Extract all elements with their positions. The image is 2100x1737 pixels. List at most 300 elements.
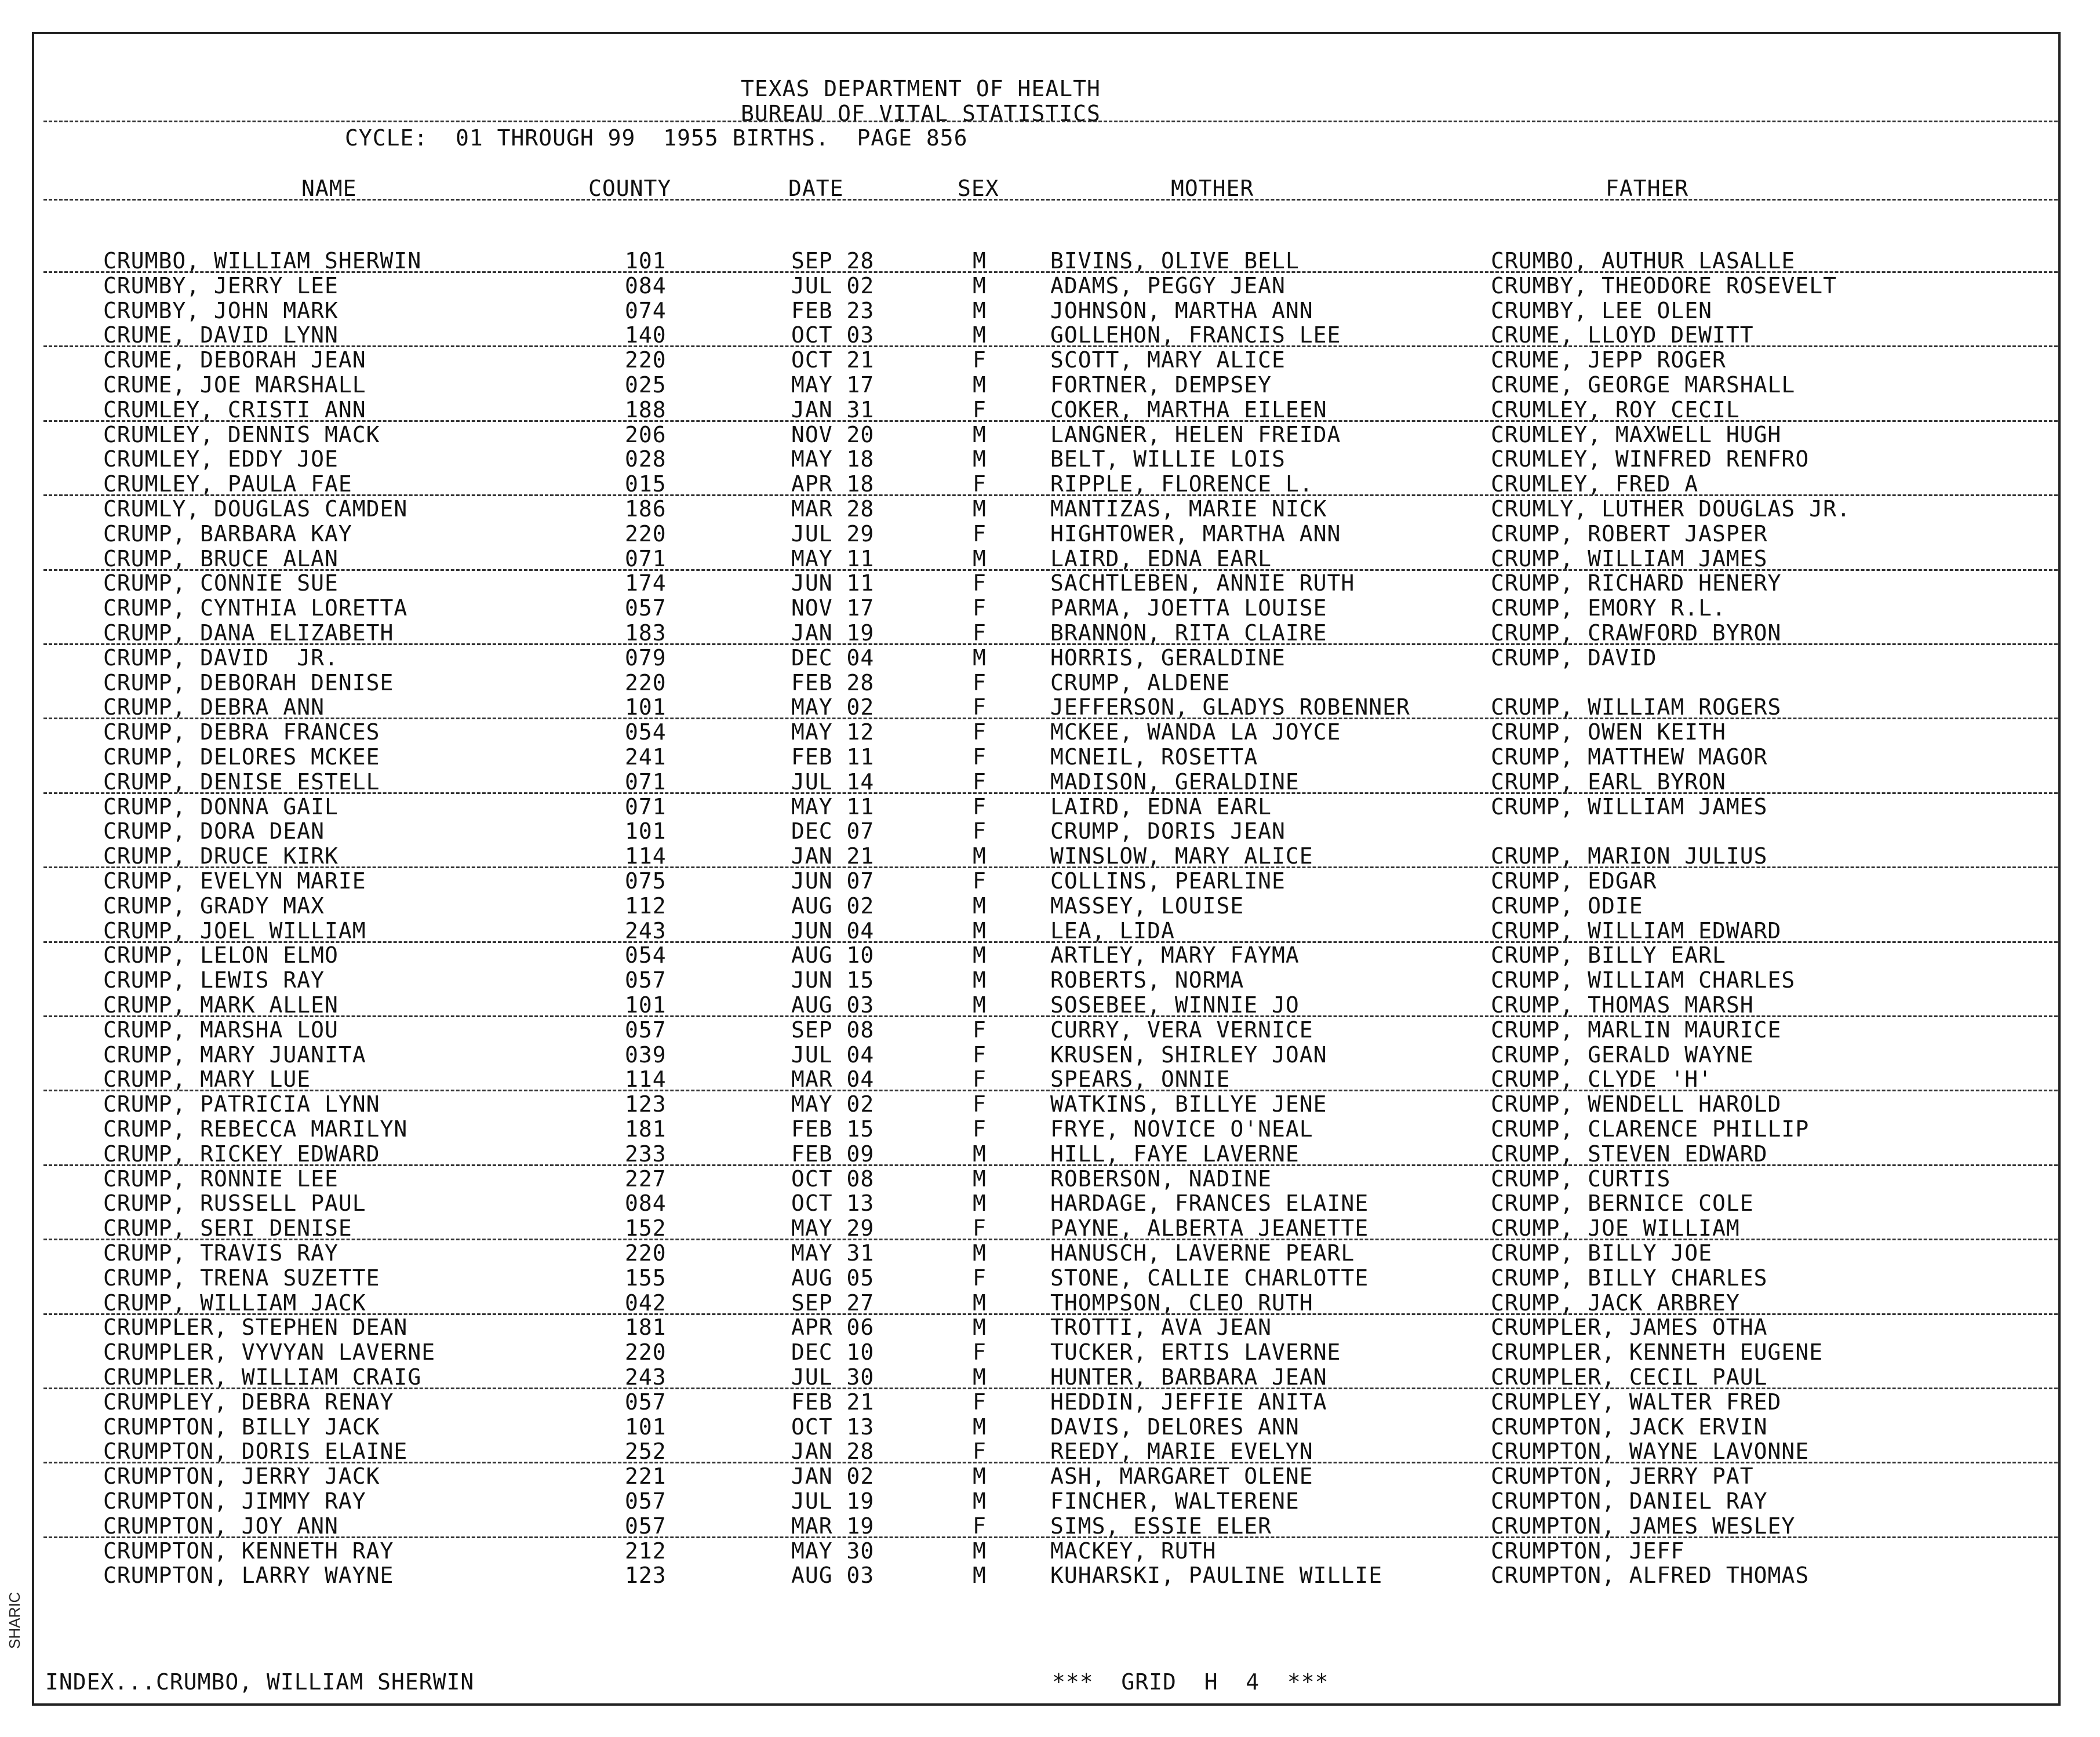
cell-name: CRUMPTON, DORIS ELAINE [103,1439,408,1465]
cell-date: OCT 13 [791,1190,875,1217]
cell-name: CRUMP, BARBARA KAY [103,520,352,547]
cell-mother: KRUSEN, SHIRLEY JOAN [1050,1042,1327,1068]
cell-father: CRUMP, EMORY R.L. [1491,595,1726,621]
cell-date: MAY 11 [791,793,875,820]
cell-father: CRUMP, ROBERT JASPER [1491,520,1768,547]
cell-name: CRUMBO, WILLIAM SHERWIN [103,248,422,274]
cell-father: CRUMLEY, ROY CECIL [1491,396,1740,423]
cell-county: 114 [625,843,667,869]
cell-father: CRUMPLEY, WALTER FRED [1491,1389,1782,1415]
cell-sex: F [973,396,987,423]
cell-county: 241 [625,744,667,770]
cell-name: CRUMPTON, KENNETH RAY [103,1538,394,1564]
cell-name: CRUMPLER, VYVYAN LAVERNE [103,1339,436,1365]
cell-mother: DAVIS, DELORES ANN [1050,1414,1300,1440]
cell-date: JUN 15 [791,967,875,993]
cell-county: 220 [625,1240,667,1266]
cell-mother: FINCHER, WALTERENE [1050,1488,1300,1514]
cell-sex: F [973,1091,987,1117]
cell-father: CRUMP, BERNICE COLE [1491,1190,1754,1217]
cell-father: CRUMPTON, JEFF [1491,1538,1685,1564]
cell-county: 057 [625,1488,667,1514]
cell-sex: M [973,843,987,869]
cell-date: OCT 03 [791,322,875,348]
cell-father: CRUMP, BILLY JOE [1491,1240,1713,1266]
cell-sex: M [973,421,987,447]
cell-county: 112 [625,893,667,919]
cell-mother: HILL, FAYE LAVERNE [1050,1141,1300,1167]
cell-name: CRUMPLER, STEPHEN DEAN [103,1314,408,1341]
cell-name: CRUMPLEY, DEBRA RENAY [103,1389,394,1415]
cell-name: CRUMP, LELON ELMO [103,942,339,968]
cell-father: CRUMPTON, JERRY PAT [1491,1463,1754,1490]
cell-name: CRUMLEY, DENNIS MACK [103,421,380,447]
cell-date: FEB 23 [791,297,875,323]
cell-county: 181 [625,1314,667,1341]
cell-father: CRUME, GEORGE MARSHALL [1491,372,1796,398]
cell-county: 243 [625,1364,667,1390]
cell-name: CRUMP, CONNIE SUE [103,570,339,596]
cell-mother: SIMS, ESSIE ELER [1050,1513,1272,1539]
col-header-father: FATHER [1606,176,1689,201]
cell-name: CRUMP, DAVID JR. [103,644,339,671]
cell-date: OCT 08 [791,1166,875,1192]
cell-date: SEP 28 [791,248,875,274]
cell-mother: BIVINS, OLIVE BELL [1050,248,1300,274]
col-header-date: DATE [788,176,844,201]
cell-sex: F [973,595,987,621]
cell-sex: M [973,942,987,968]
cell-mother: TUCKER, ERTIS LAVERNE [1050,1339,1341,1365]
cell-county: 186 [625,496,667,522]
cell-mother: MCKEE, WANDA LA JOYCE [1050,719,1341,745]
cell-sex: F [973,1042,987,1068]
cell-county: 071 [625,769,667,795]
cell-name: CRUMLY, DOUGLAS CAMDEN [103,496,408,522]
cell-county: 220 [625,669,667,695]
cell-name: CRUMP, MARY LUE [103,1066,311,1093]
cell-father: CRUMP, GERALD WAYNE [1491,1042,1754,1068]
cell-county: 152 [625,1215,667,1241]
cell-name: CRUMP, MARK ALLEN [103,992,339,1018]
cell-father: CRUMLEY, WINFRED RENFRO [1491,446,1810,472]
cell-father: CRUMP, STEVEN EDWARD [1491,1141,1768,1167]
cell-sex: M [973,272,987,298]
footer-index: INDEX...CRUMBO, WILLIAM SHERWIN [45,1669,475,1695]
cell-mother: COKER, MARTHA EILEEN [1050,396,1327,423]
cell-date: OCT 13 [791,1414,875,1440]
cell-county: 220 [625,520,667,547]
cell-date: AUG 03 [791,1563,875,1589]
cell-sex: F [973,570,987,596]
cell-mother: COLLINS, PEARLINE [1050,868,1286,894]
cell-county: 074 [625,297,667,323]
col-header-mother: MOTHER [1171,176,1254,201]
cell-sex: F [973,669,987,695]
cell-father: CRUMPLER, CECIL PAUL [1491,1364,1768,1390]
cell-name: CRUMP, SERI DENISE [103,1215,352,1241]
cell-sex: M [973,322,987,348]
cell-name: CRUMP, EVELYN MARIE [103,868,366,894]
cell-date: FEB 28 [791,669,875,695]
cell-date: JUL 30 [791,1364,875,1390]
cell-name: CRUMLEY, CRISTI ANN [103,396,366,423]
cell-sex: M [973,1364,987,1390]
cell-sex: F [973,1339,987,1365]
cell-date: JUL 19 [791,1488,875,1514]
cell-name: CRUMP, DELORES MCKEE [103,744,380,770]
cell-county: 221 [625,1463,667,1490]
cell-mother: HORRIS, GERALDINE [1050,644,1286,671]
cell-mother: ARTLEY, MARY FAYMA [1050,942,1300,968]
cell-name: CRUME, DEBORAH JEAN [103,347,366,373]
cell-mother: PAYNE, ALBERTA JEANETTE [1050,1215,1369,1241]
cell-name: CRUME, DAVID LYNN [103,322,339,348]
cell-father: CRUMP, MARLIN MAURICE [1491,1017,1782,1043]
cell-mother: HARDAGE, FRANCES ELAINE [1050,1190,1369,1217]
cell-county: 101 [625,818,667,844]
cell-mother: RIPPLE, FLORENCE L. [1050,471,1313,497]
cell-name: CRUMLEY, EDDY JOE [103,446,339,472]
cell-name: CRUMP, DANA ELIZABETH [103,620,394,646]
cell-date: MAY 17 [791,372,875,398]
cycle-line: CYCLE: 01 THROUGH 99 1955 BIRTHS. PAGE 856 [345,125,968,151]
cell-date: MAR 19 [791,1513,875,1539]
cell-date: MAY 30 [791,1538,875,1564]
cell-name: CRUMBY, JERRY LEE [103,272,339,298]
cell-date: MAY 29 [791,1215,875,1241]
cell-mother: HIGHTOWER, MARTHA ANN [1050,520,1341,547]
cell-mother: FRYE, NOVICE O'NEAL [1050,1116,1313,1142]
cell-date: JUL 14 [791,769,875,795]
cell-mother: JEFFERSON, GLADYS ROBENNER [1050,694,1410,720]
cell-county: 054 [625,719,667,745]
cell-sex: F [973,1017,987,1043]
cell-sex: F [973,1066,987,1093]
cell-sex: F [973,471,987,497]
cell-mother: CRUMP, DORIS JEAN [1050,818,1286,844]
cell-date: FEB 09 [791,1141,875,1167]
cell-county: 042 [625,1290,667,1316]
cell-sex: M [973,297,987,323]
cell-date: JAN 19 [791,620,875,646]
cell-county: 057 [625,1513,667,1539]
cell-county: 220 [625,1339,667,1365]
cell-name: CRUMP, JOEL WILLIAM [103,917,366,944]
cell-county: 057 [625,595,667,621]
cell-sex: F [973,744,987,770]
cell-mother: ADAMS, PEGGY JEAN [1050,272,1286,298]
cell-sex: M [973,1563,987,1589]
cell-father: CRUMP, CURTIS [1491,1166,1671,1192]
cell-mother: GOLLEHON, FRANCIS LEE [1050,322,1341,348]
cell-county: 155 [625,1265,667,1291]
cell-county: 084 [625,272,667,298]
cell-date: OCT 21 [791,347,875,373]
cell-name: CRUMP, REBECCA MARILYN [103,1116,408,1142]
cell-name: CRUMPTON, JOY ANN [103,1513,339,1539]
cell-father: CRUMPTON, JACK ERVIN [1491,1414,1768,1440]
cell-mother: HUNTER, BARBARA JEAN [1050,1364,1327,1390]
cell-father: CRUMP, BILLY EARL [1491,942,1726,968]
cell-father: CRUMP, CLARENCE PHILLIP [1491,1116,1810,1142]
cell-name: CRUMP, GRADY MAX [103,893,325,919]
cell-date: JUN 11 [791,570,875,596]
cell-date: MAY 31 [791,1240,875,1266]
cell-date: AUG 03 [791,992,875,1018]
cell-date: JUN 07 [791,868,875,894]
cell-mother: SCOTT, MARY ALICE [1050,347,1286,373]
cell-mother: MANTIZAS, MARIE NICK [1050,496,1327,522]
cell-date: JAN 28 [791,1439,875,1465]
cell-name: CRUMP, PATRICIA LYNN [103,1091,380,1117]
cell-name: CRUMP, RICKEY EDWARD [103,1141,380,1167]
cell-father: CRUMLEY, MAXWELL HUGH [1491,421,1782,447]
cell-father: CRUMP, THOMAS MARSH [1491,992,1754,1018]
cell-father: CRUMBO, AUTHUR LASALLE [1491,248,1796,274]
cell-name: CRUMP, DRUCE KIRK [103,843,339,869]
cell-sex: F [973,793,987,820]
cell-father: CRUMP, DAVID [1491,644,1657,671]
cell-county: 212 [625,1538,667,1564]
cell-county: 101 [625,992,667,1018]
cell-county: 054 [625,942,667,968]
cell-date: DEC 10 [791,1339,875,1365]
cell-date: JAN 21 [791,843,875,869]
cell-father: CRUMPTON, DANIEL RAY [1491,1488,1768,1514]
cell-mother: WATKINS, BILLYE JENE [1050,1091,1327,1117]
cell-father: CRUMP, EDGAR [1491,868,1657,894]
cell-sex: F [973,719,987,745]
cell-sex: M [973,992,987,1018]
col-header-name: NAME [301,176,357,201]
cell-county: 101 [625,1414,667,1440]
cell-sex: F [973,1439,987,1465]
column-header-rule [43,199,2058,201]
cell-sex: F [973,868,987,894]
cell-county: 123 [625,1091,667,1117]
cell-mother: THOMPSON, CLEO RUTH [1050,1290,1313,1316]
cell-county: 101 [625,694,667,720]
cell-date: JUN 04 [791,917,875,944]
cell-sex: M [973,917,987,944]
cell-father: CRUMP, JACK ARBREY [1491,1290,1740,1316]
cell-father: CRUMLEY, FRED A [1491,471,1699,497]
cell-mother: LAIRD, EDNA EARL [1050,793,1272,820]
cell-mother: MCNEIL, ROSETTA [1050,744,1258,770]
cell-sex: F [973,1215,987,1241]
cell-name: CRUMP, RONNIE LEE [103,1166,339,1192]
cell-name: CRUMP, MARSHA LOU [103,1017,339,1043]
cell-sex: M [973,1166,987,1192]
cell-name: CRUMP, CYNTHIA LORETTA [103,595,408,621]
title-line-1: TEXAS DEPARTMENT OF HEALTH [741,76,1101,101]
cell-county: 057 [625,967,667,993]
cell-date: JUL 04 [791,1042,875,1068]
cell-sex: F [973,1389,987,1415]
cell-father: CRUMP, OWEN KEITH [1491,719,1726,745]
cell-county: 123 [625,1563,667,1589]
cell-father: CRUMP, RICHARD HENERY [1491,570,1782,596]
cell-date: AUG 10 [791,942,875,968]
cell-county: 252 [625,1439,667,1465]
cell-name: CRUMPLER, WILLIAM CRAIG [103,1364,422,1390]
cell-name: CRUMP, TRAVIS RAY [103,1240,339,1266]
cell-sex: M [973,644,987,671]
cell-mother: FORTNER, DEMPSEY [1050,372,1272,398]
cell-date: SEP 08 [791,1017,875,1043]
cell-name: CRUMLEY, PAULA FAE [103,471,352,497]
cell-county: 057 [625,1389,667,1415]
cell-date: APR 06 [791,1314,875,1341]
cell-sex: M [973,1414,987,1440]
cell-sex: M [973,545,987,571]
cell-county: 183 [625,620,667,646]
cell-sex: M [973,1538,987,1564]
cell-date: AUG 02 [791,893,875,919]
cell-mother: JOHNSON, MARTHA ANN [1050,297,1313,323]
cell-father: CRUMP, ODIE [1491,893,1643,919]
cell-date: JAN 02 [791,1463,875,1490]
cell-father: CRUMPTON, JAMES WESLEY [1491,1513,1796,1539]
cell-county: 015 [625,471,667,497]
cell-name: CRUMP, DENISE ESTELL [103,769,380,795]
cell-sex: F [973,818,987,844]
cell-mother: BRANNON, RITA CLAIRE [1050,620,1327,646]
cell-sex: M [973,1190,987,1217]
cell-date: MAY 11 [791,545,875,571]
cell-date: NOV 17 [791,595,875,621]
cell-county: 181 [625,1116,667,1142]
cell-name: CRUMP, DEBRA FRANCES [103,719,380,745]
cell-mother: MADISON, GERALDINE [1050,769,1300,795]
cell-name: CRUMBY, JOHN MARK [103,297,339,323]
cell-name: CRUMP, DORA DEAN [103,818,325,844]
cell-sex: M [973,496,987,522]
cell-mother: SPEARS, ONNIE [1050,1066,1231,1093]
cell-mother: HEDDIN, JEFFIE ANITA [1050,1389,1327,1415]
cell-mother: CURRY, VERA VERNICE [1050,1017,1313,1043]
cell-county: 025 [625,372,667,398]
cell-county: 039 [625,1042,667,1068]
cell-mother: HANUSCH, LAVERNE PEARL [1050,1240,1355,1266]
cell-sex: M [973,1314,987,1341]
cell-father: CRUMP, CRAWFORD BYRON [1491,620,1782,646]
cell-mother: LEA, LIDA [1050,917,1175,944]
cell-county: 188 [625,396,667,423]
cell-mother: LANGNER, HELEN FREIDA [1050,421,1341,447]
cell-mother: WINSLOW, MARY ALICE [1050,843,1313,869]
cell-mother: MASSEY, LOUISE [1050,893,1244,919]
cell-father: CRUMLY, LUTHER DOUGLAS JR. [1491,496,1851,522]
cell-county: 057 [625,1017,667,1043]
cell-sex: F [973,520,987,547]
cell-father: CRUMP, WILLIAM CHARLES [1491,967,1796,993]
cell-sex: F [973,694,987,720]
cell-mother: ASH, MARGARET OLENE [1050,1463,1313,1490]
cell-date: MAY 12 [791,719,875,745]
cell-sex: F [973,1265,987,1291]
cell-name: CRUMP, LEWIS RAY [103,967,325,993]
cell-father: CRUMPTON, ALFRED THOMAS [1491,1563,1810,1589]
cell-county: 220 [625,347,667,373]
cell-name: CRUMP, MARY JUANITA [103,1042,366,1068]
cell-mother: LAIRD, EDNA EARL [1050,545,1272,571]
cell-county: 227 [625,1166,667,1192]
cell-sex: M [973,1488,987,1514]
col-header-county: COUNTY [588,176,672,201]
cell-name: CRUMP, WILLIAM JACK [103,1290,366,1316]
col-header-sex: SEX [958,176,999,201]
cell-mother: MACKEY, RUTH [1050,1538,1217,1564]
cell-date: NOV 20 [791,421,875,447]
cell-sex: F [973,1116,987,1142]
cell-sex: F [973,347,987,373]
cell-father: CRUMPTON, WAYNE LAVONNE [1491,1439,1810,1465]
cell-father: CRUMP, WENDELL HAROLD [1491,1091,1782,1117]
cell-name: CRUMPTON, JERRY JACK [103,1463,380,1490]
cell-name: CRUMP, DONNA GAIL [103,793,339,820]
cell-father: CRUMP, MATTHEW MAGOR [1491,744,1768,770]
cell-date: FEB 15 [791,1116,875,1142]
cell-county: 071 [625,545,667,571]
cell-date: JUL 02 [791,272,875,298]
cell-county: 075 [625,868,667,894]
cell-father: CRUMP, BILLY CHARLES [1491,1265,1768,1291]
cell-sex: M [973,1240,987,1266]
cell-county: 140 [625,322,667,348]
cell-date: MAR 28 [791,496,875,522]
cell-father: CRUME, LLOYD DEWITT [1491,322,1754,348]
cell-sex: M [973,446,987,472]
cell-county: 233 [625,1141,667,1167]
cell-name: CRUMP, DEBRA ANN [103,694,325,720]
cell-sex: M [973,967,987,993]
cell-mother: SOSEBEE, WINNIE JO [1050,992,1300,1018]
cell-mother: TROTTI, AVA JEAN [1050,1314,1272,1341]
cell-sex: M [973,1463,987,1490]
cell-name: CRUMP, DEBORAH DENISE [103,669,394,695]
cell-sex: F [973,769,987,795]
cell-name: CRUMPTON, LARRY WAYNE [103,1563,394,1589]
cell-father: CRUMBY, THEODORE ROSEVELT [1491,272,1837,298]
cell-father: CRUMP, EARL BYRON [1491,769,1726,795]
cell-mother: ROBERTS, NORMA [1050,967,1244,993]
cell-mother: CRUMP, ALDENE [1050,669,1231,695]
cell-mother: KUHARSKI, PAULINE WILLIE [1050,1563,1383,1589]
cell-name: CRUMPTON, JIMMY RAY [103,1488,366,1514]
footer-grid: *** GRID H 4 *** [1052,1669,1329,1695]
cell-name: CRUMPTON, BILLY JACK [103,1414,380,1440]
cell-date: FEB 21 [791,1389,875,1415]
cell-mother: ROBERSON, NADINE [1050,1166,1272,1192]
cell-mother: STONE, CALLIE CHARLOTTE [1050,1265,1369,1291]
cell-father: CRUMP, MARION JULIUS [1491,843,1768,869]
cell-sex: M [973,893,987,919]
cell-county: 028 [625,446,667,472]
cell-county: 206 [625,421,667,447]
header-rule [43,121,2058,122]
cell-sex: M [973,1141,987,1167]
cell-date: MAY 02 [791,1091,875,1117]
cell-sex: F [973,620,987,646]
cell-date: JUL 29 [791,520,875,547]
cell-date: FEB 11 [791,744,875,770]
cell-county: 114 [625,1066,667,1093]
title-line-2: BUREAU OF VITAL STATISTICS [741,101,1101,126]
cell-name: CRUMP, BRUCE ALAN [103,545,339,571]
cell-date: DEC 07 [791,818,875,844]
